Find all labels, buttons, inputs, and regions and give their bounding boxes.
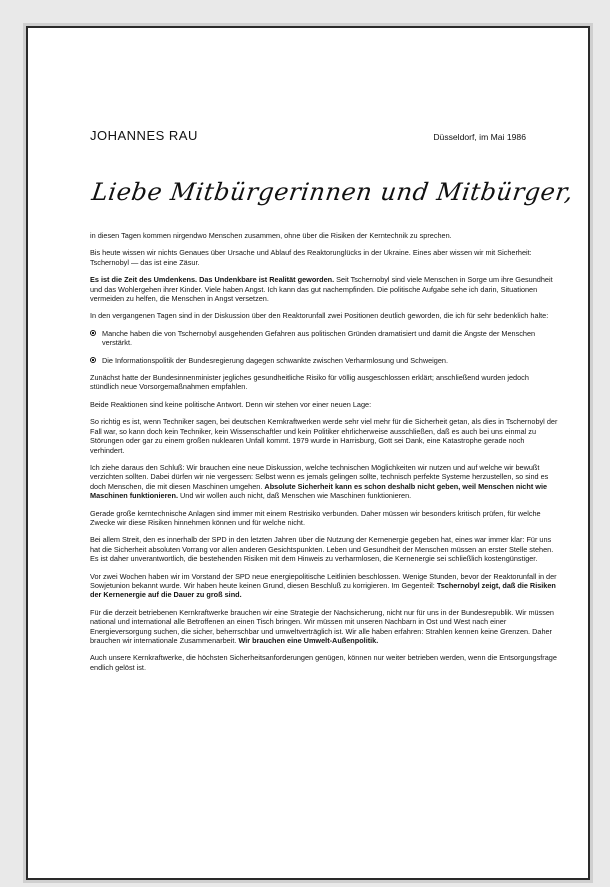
paragraph-text: Seit Tschernobyl sind viele Menschen in Sorge um ihre Gesundheit und das Wohlergehen ihrer Kinder. Viele haben Angst. Ich kann das gut nachempfinden. Die politische Aufgabe sehe ich darin, Situationen vermeiden zu helfen, die Menschen in Angst versetzen. xyxy=(90,275,553,304)
emphasis: Es ist die Zeit des Umdenkens. Das Undenkbare ist Realität geworden. xyxy=(90,275,335,285)
bullet-item xyxy=(90,329,558,348)
letter-page xyxy=(28,28,588,878)
paragraph-text: Ich ziehe daraus den Schluß: Wir brauchen eine neue Diskussion, welche technischen Möglichkeiten wir nutzen und auf welche wir bewußt verzichten sollten. Dabei dürfen wir nie vergessen: Selbst wenn es jemals gelingen sollte, technisch perfekte Systeme herzustellen, so sind es doch Menschen, die mit diesen Maschinen umgehen. xyxy=(90,462,549,491)
paragraph xyxy=(90,463,558,501)
place-date: Düsseldorf, im Mai 1986 xyxy=(433,132,526,142)
letter-header xyxy=(90,128,526,143)
bullet-text: Die Informationspolitik der Bundesregierung dagegen schwankte zwischen Verharmlosung und Schweigen. xyxy=(102,355,448,365)
bullet-text: Manche haben die von Tschernobyl ausgehenden Gefahren aus politischen Gründen dramatisiert und damit die Ängste der Menschen verstärkt. xyxy=(102,328,536,348)
paragraph: Bis heute wissen wir nichts Genaues über Ursache und Ablauf des Reaktorunglücks in der Ukraine. Eines aber wissen wir mit Sicherheit: Tschernobyl — das ist eine Zäsur. xyxy=(90,248,532,267)
emphasis: Absolute Sicherheit kann es schon deshalb nicht geben, weil Menschen nicht wie Maschinen funktionieren. xyxy=(90,481,548,501)
paragraph: Auch unsere Kernkraftwerke, die höchsten Sicherheitsanforderungen genügen, können nur weiter betrieben werden, wenn die Entsorgungsfrage endlich gelöst ist. xyxy=(90,653,557,672)
paragraph xyxy=(90,572,558,600)
bullet-item xyxy=(90,356,558,365)
emphasis: Wir brauchen eine Umwelt-Außenpolitik. xyxy=(238,636,379,645)
paragraph: In den vergangenen Tagen sind in der Diskussion über den Reaktorunfall zwei Positionen deutlich geworden, die ich für sehr bedenklich halte: xyxy=(90,311,549,321)
paragraph: in diesen Tagen kommen nirgendwo Menschen zusammen, ohne über die Risiken der Kerntechnik zu sprechen. xyxy=(90,231,452,240)
bullet-icon xyxy=(90,330,96,336)
author-name: JOHANNES RAU xyxy=(90,128,198,143)
paragraph xyxy=(90,608,558,646)
paragraph: Bei allem Streit, den es innerhalb der SPD in den letzten Jahren über die Nutzung der Kernenergie gegeben hat, eines war immer klar: Für uns hat die Sicherheit absoluten Vorrang vor allen anderen Gesichtspunkten. Leben und Gesundheit der Menschen müssen an erster Stelle stehen. Es ist daher unverantwortlich, die bestehenden Risiken mit dem Hinweis zu verharmlosen, die Kernenergie sei schließlich kostengünstiger. xyxy=(90,535,554,564)
paragraph: Gerade große kerntechnische Anlagen sind immer mit einem Restrisiko verbunden. Daher müssen wir besonders kritisch prüfen, für welche Zwecke wir diese Risiken hinnehmen können und für welche nicht. xyxy=(90,508,541,527)
paragraph: Zunächst hatte der Bundesinnenminister jegliches gesundheitliche Risiko für völlig ausgeschlossen erklärt; anschließend wurden jedoch stündlich neue Vorsorgemaßnahmen empfahlen. xyxy=(90,373,529,392)
handwritten-salutation: Liebe Mitbürgerinnen und Mitbürger, xyxy=(90,178,576,206)
paragraph xyxy=(90,275,558,303)
paragraph-text: Und wir wollen auch nicht, daß Menschen wie Maschinen funktionieren. xyxy=(177,491,412,501)
emphasis: Tschernobyl zeigt, daß die Risiken der Kernenergie auf die Dauer zu groß sind. xyxy=(90,580,556,600)
paragraph-text: Vor zwei Wochen haben wir im Vorstand der SPD neue energiepolitische Leitlinien beschlossen. Wenige Stunden, bevor der Reaktorunfall in der Sowjetunion bekannt wurde. Wir haben heute keinen Grund, diesen Beschluß zu korrigieren. Im Gegenteil: xyxy=(90,571,557,590)
paragraph-text: Für die derzeit betriebenen Kernkraftwerke brauchen wir eine Strategie der Nachsicherung, nicht nur für uns in der Bundesrepublik. Wir müssen national und international alle Betroffenen an einen Tisch bringen. Wir müssen mit unseren Nachbarn in Ost und West nach einer Energieversorgung suchen, die sicher, beherrschbar und umweltverträglich ist. Wir alle haben erfahren: Strahlen kennen keine Grenzen. Daher brauchen wir internationale Zusammenarbeit. xyxy=(90,607,554,645)
bullet-icon xyxy=(90,357,96,363)
paragraph: Beide Reaktionen sind keine politische Antwort. Denn wir stehen vor einer neuen Lage: xyxy=(90,399,372,409)
letter-body xyxy=(90,231,558,680)
paragraph: So richtig es ist, wenn Techniker sagen, bei deutschen Kernkraftwerken werde sehr viel mehr für die Sicherheit getan, als dies in Tschernobyl der Fall war, so kann doch kein Techniker, kein Wissenschaftler und kein Politiker ehrlicherweise ausschließen, daß es auch bei uns einmal zu Störungen oder gar zu einem großen nuklearen Unfall kommt. 1979 wurde in Harrisburg, Gott sei Dank, eine Katastrophe gerade noch verhindert. xyxy=(90,417,558,455)
